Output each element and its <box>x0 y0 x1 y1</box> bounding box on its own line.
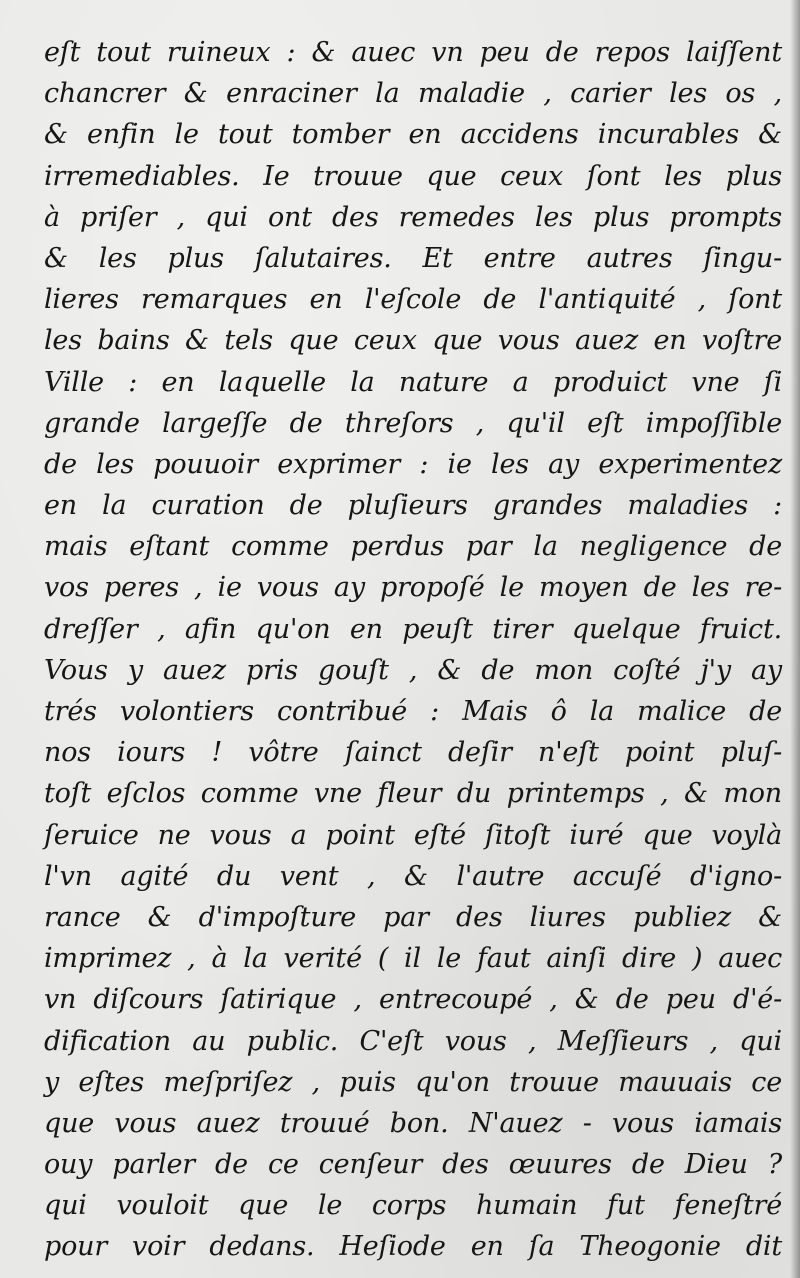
text-line: Ville : en laquelle la nature a produict vne ſi <box>44 366 782 398</box>
text-line: toſt eſclos comme vne fleur du printemps , & mon <box>44 778 782 810</box>
text-line: pour voir dedans. Heſiode en ſa Theogonie dit <box>44 1231 782 1263</box>
text-line: les bains & tels que ceux que vous auez en voſtre <box>44 325 782 357</box>
text-line: de les pouuoir exprimer : ie les ay experimentez <box>44 448 782 480</box>
text-line: l'vn agité du vent , & l'autre accuſé d'igno- <box>44 860 782 892</box>
text-line: grande largeſſe de threſors , qu'il eſt impoſſible <box>44 407 782 439</box>
text-line: mais eſtant comme perdus par la negligence de <box>44 531 782 563</box>
text-line: lieres remarques en l'eſcole de l'antiquité , ſont <box>44 284 782 316</box>
text-line: Vous y auez pris gouſt , & de mon coſté j'y ay <box>44 654 782 686</box>
page-text <box>44 32 782 1268</box>
text-line: trés volontiers contribué : Mais ô la malice de <box>44 696 782 727</box>
text-line: que vous auez trouué bon. N'auez - vous iamais <box>44 1107 782 1139</box>
text-line: irremediables. Ie trouue que ceux ſont les plus <box>44 160 782 192</box>
text-line: à priſer , qui ont des remedes les plus prompts <box>44 201 782 233</box>
text-line: nos iours ! vôtre ſainct deſir n'eſt point pluſ- <box>44 737 782 769</box>
text-line: eſt tout ruineux : & auec vn peu de repos laiſſent <box>44 37 782 68</box>
text-line: vn diſcours ſatirique , entrecoupé , & de peu d'é- <box>44 984 782 1016</box>
text-line: dreſſer , afin qu'on en peuſt tirer quelque fruict. <box>44 613 782 645</box>
page-edge-shadow <box>790 0 800 1278</box>
text-line: rance & d'impoſture par des liures publiez & <box>44 901 782 933</box>
text-line: y eſtes meſpriſez , puis qu'on trouue mauuais ce <box>44 1066 782 1098</box>
text-line: & enfin le tout tomber en accidens incurables & <box>44 119 782 151</box>
text-line: & les plus ſalutaires. Et entre autres ſingu- <box>44 242 782 274</box>
text-line: ouy parler de ce cenſeur des œuures de Dieu ? <box>44 1149 782 1181</box>
text-line: imprimez , à la verité ( il le faut ainſi dire ) auec <box>44 943 782 975</box>
text-line: ſeruice ne vous a point eſté ſitoſt iuré que voylà <box>44 819 782 851</box>
text-line: vos peres , ie vous ay propoſé le moyen de les re- <box>44 572 782 604</box>
text-line: chancrer & enraciner la maladie , carier les os , <box>44 78 782 110</box>
text-line: dification au public. C'eſt vous , Meſſieurs , qui <box>44 1025 782 1057</box>
text-line: en la curation de pluſieurs grandes maladies : <box>44 490 782 522</box>
text-line: qui vouloit que le corps humain fut feneſtré <box>44 1190 782 1222</box>
